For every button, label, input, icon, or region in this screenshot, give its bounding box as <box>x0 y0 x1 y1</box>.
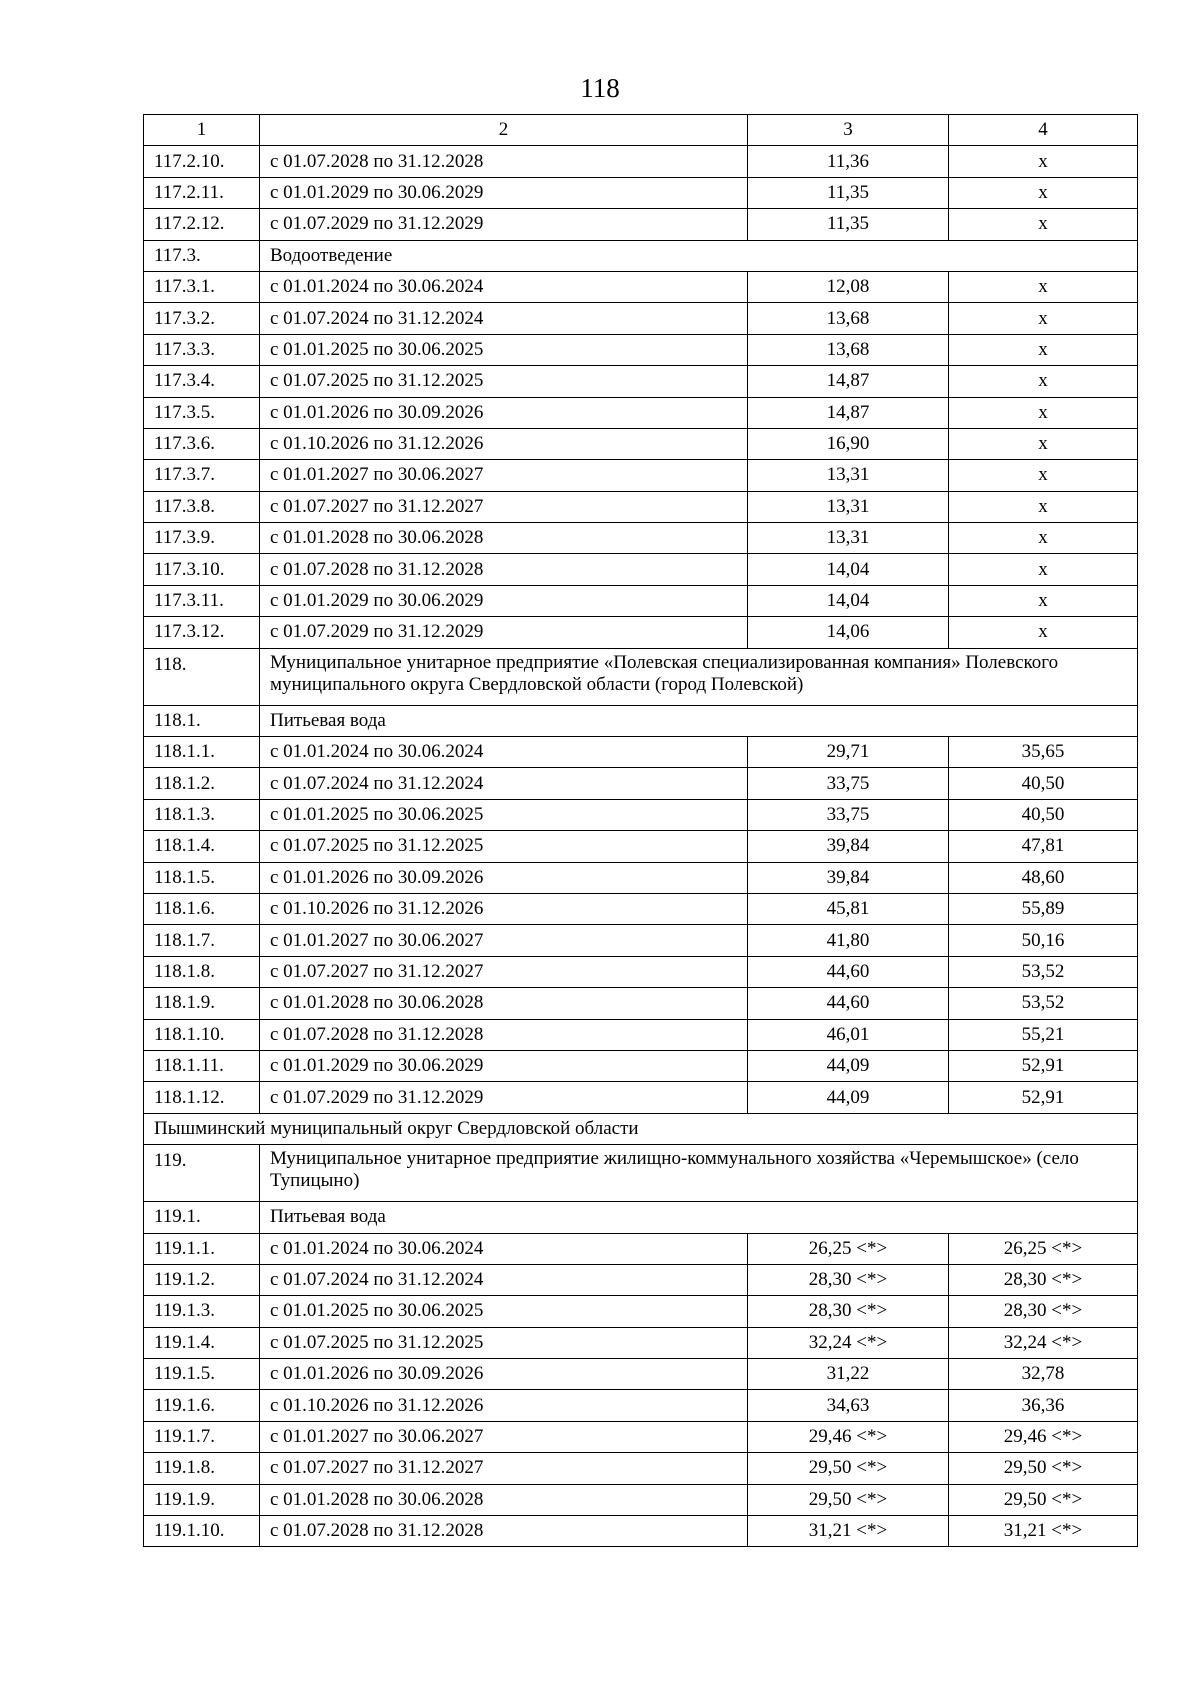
row-number: 119.1.6. <box>144 1390 260 1421</box>
row-period: с 01.07.2024 по 31.12.2024 <box>260 303 748 334</box>
row-number: 117.2.12. <box>144 209 260 240</box>
row-value-col4: 40,50 <box>949 799 1138 830</box>
row-number: 117.3.8. <box>144 491 260 522</box>
header-cell-2: 2 <box>260 115 748 146</box>
row-number: 119.1.2. <box>144 1264 260 1295</box>
row-period: с 01.07.2025 по 31.12.2025 <box>260 1327 748 1358</box>
row-period: с 01.01.2025 по 30.06.2025 <box>260 799 748 830</box>
row-value-col3: 11,35 <box>748 209 949 240</box>
row-number: 118.1.4. <box>144 831 260 862</box>
table-row <box>144 271 1138 302</box>
table-row <box>144 554 1138 585</box>
section-title: Питьевая вода <box>260 705 1138 736</box>
row-period: с 01.01.2024 по 30.06.2024 <box>260 737 748 768</box>
table-row <box>144 1082 1138 1113</box>
row-value-col4: х <box>949 460 1138 491</box>
row-value-col4: 29,46 <*> <box>949 1421 1138 1452</box>
row-value-col4: 28,30 <*> <box>949 1296 1138 1327</box>
row-value-col4: 32,24 <*> <box>949 1327 1138 1358</box>
row-period: с 01.01.2027 по 30.06.2027 <box>260 460 748 491</box>
table-row <box>144 1233 1138 1264</box>
row-value-col4: 52,91 <box>949 1050 1138 1081</box>
row-number: 118.1.3. <box>144 799 260 830</box>
row-number: 118.1.7. <box>144 925 260 956</box>
section-row <box>144 705 1138 736</box>
row-value-col4: х <box>949 334 1138 365</box>
row-value-col3: 13,31 <box>748 460 949 491</box>
row-period: с 01.07.2028 по 31.12.2028 <box>260 1019 748 1050</box>
row-number: 117.3.10. <box>144 554 260 585</box>
row-value-col4: х <box>949 397 1138 428</box>
row-period: с 01.01.2028 по 30.06.2028 <box>260 523 748 554</box>
row-value-col4: х <box>949 523 1138 554</box>
table-row <box>144 1390 1138 1421</box>
row-period: с 01.07.2027 по 31.12.2027 <box>260 956 748 987</box>
row-number: 119.1.9. <box>144 1484 260 1515</box>
row-period: с 01.01.2025 по 30.06.2025 <box>260 334 748 365</box>
row-value-col3: 14,04 <box>748 585 949 616</box>
organization-name: Муниципальное унитарное предприятие жилищно-коммунального хозяйства «Черемышское» (село Тупицыно) <box>260 1145 1138 1202</box>
row-value-col4: х <box>949 617 1138 648</box>
row-value-col3: 31,22 <box>748 1359 949 1390</box>
table-row <box>144 737 1138 768</box>
row-value-col3: 14,87 <box>748 397 949 428</box>
row-number: 117.2.10. <box>144 146 260 177</box>
header-cell-1: 1 <box>144 115 260 146</box>
row-value-col4: 29,50 <*> <box>949 1484 1138 1515</box>
row-period: с 01.01.2026 по 30.09.2026 <box>260 862 748 893</box>
row-value-col3: 13,31 <box>748 491 949 522</box>
row-value-col3: 11,36 <box>748 146 949 177</box>
row-value-col3: 28,30 <*> <box>748 1296 949 1327</box>
row-period: с 01.07.2025 по 31.12.2025 <box>260 366 748 397</box>
row-period: с 01.07.2025 по 31.12.2025 <box>260 831 748 862</box>
row-number: 117.3.12. <box>144 617 260 648</box>
row-value-col4: 32,78 <box>949 1359 1138 1390</box>
row-value-col3: 12,08 <box>748 271 949 302</box>
row-period: с 01.01.2029 по 30.06.2029 <box>260 1050 748 1081</box>
row-number: 119.1.1. <box>144 1233 260 1264</box>
row-value-col4: х <box>949 209 1138 240</box>
row-value-col3: 33,75 <box>748 799 949 830</box>
row-value-col4: 53,52 <box>949 988 1138 1019</box>
row-value-col4: 29,50 <*> <box>949 1453 1138 1484</box>
table-row <box>144 491 1138 522</box>
row-number: 119.1.8. <box>144 1453 260 1484</box>
row-value-col3: 39,84 <box>748 862 949 893</box>
row-number: 118.1.10. <box>144 1019 260 1050</box>
row-number: 117.3.7. <box>144 460 260 491</box>
row-value-col4: 47,81 <box>949 831 1138 862</box>
table-row <box>144 831 1138 862</box>
row-value-col3: 28,30 <*> <box>748 1264 949 1295</box>
table-row <box>144 366 1138 397</box>
row-value-col3: 14,06 <box>748 617 949 648</box>
row-period: с 01.01.2024 по 30.06.2024 <box>260 1233 748 1264</box>
tariff-table <box>143 114 1138 1547</box>
table-row <box>144 428 1138 459</box>
row-value-col3: 16,90 <box>748 428 949 459</box>
row-number: 118.1.6. <box>144 893 260 924</box>
header-cell-4: 4 <box>949 115 1138 146</box>
row-value-col3: 29,50 <*> <box>748 1484 949 1515</box>
table-row <box>144 1327 1138 1358</box>
row-value-col4: х <box>949 303 1138 334</box>
section-title: Водоотведение <box>260 240 1138 271</box>
table-row <box>144 617 1138 648</box>
page-number: 118 <box>580 73 620 103</box>
row-value-col4: 53,52 <box>949 956 1138 987</box>
row-value-col3: 11,35 <box>748 177 949 208</box>
row-period: с 01.07.2028 по 31.12.2028 <box>260 1516 748 1547</box>
row-period: с 01.01.2025 по 30.06.2025 <box>260 1296 748 1327</box>
row-value-col3: 13,31 <box>748 523 949 554</box>
row-number: 118.1.1. <box>144 737 260 768</box>
district-title: Пышминский муниципальный округ Свердловской области <box>144 1113 1138 1144</box>
table-row <box>144 862 1138 893</box>
row-period: с 01.01.2028 по 30.06.2028 <box>260 1484 748 1515</box>
section-title: Питьевая вода <box>260 1202 1138 1233</box>
row-value-col4: х <box>949 585 1138 616</box>
organization-name: Муниципальное унитарное предприятие «Полевская специализированная компания» Полевского муниципального округа Свердловской области (город Полевской) <box>260 648 1138 705</box>
row-period: с 01.07.2028 по 31.12.2028 <box>260 146 748 177</box>
table-row <box>144 1484 1138 1515</box>
table-row <box>144 209 1138 240</box>
organization-number: 118. <box>144 648 260 705</box>
row-period: с 01.07.2027 по 31.12.2027 <box>260 1453 748 1484</box>
row-period: с 01.01.2027 по 30.06.2027 <box>260 1421 748 1452</box>
table-row <box>144 146 1138 177</box>
row-number: 118.1.5. <box>144 862 260 893</box>
organization-number: 119. <box>144 1145 260 1202</box>
row-period: с 01.10.2026 по 31.12.2026 <box>260 893 748 924</box>
section-number: 119.1. <box>144 1202 260 1233</box>
row-value-col4: 50,16 <box>949 925 1138 956</box>
row-period: с 01.07.2027 по 31.12.2027 <box>260 491 748 522</box>
row-number: 117.3.4. <box>144 366 260 397</box>
row-value-col4: х <box>949 271 1138 302</box>
header-cell-3: 3 <box>748 115 949 146</box>
table-row <box>144 768 1138 799</box>
row-value-col4: х <box>949 491 1138 522</box>
table-row <box>144 956 1138 987</box>
row-period: с 01.01.2029 по 30.06.2029 <box>260 177 748 208</box>
table-row <box>144 925 1138 956</box>
table-row <box>144 1516 1138 1547</box>
row-value-col3: 31,21 <*> <box>748 1516 949 1547</box>
row-value-col3: 29,71 <box>748 737 949 768</box>
table-row <box>144 799 1138 830</box>
section-number: 117.3. <box>144 240 260 271</box>
row-value-col4: х <box>949 177 1138 208</box>
row-number: 118.1.11. <box>144 1050 260 1081</box>
row-value-col3: 14,87 <box>748 366 949 397</box>
table-row <box>144 1296 1138 1327</box>
row-value-col3: 44,60 <box>748 988 949 1019</box>
row-number: 117.2.11. <box>144 177 260 208</box>
row-value-col3: 34,63 <box>748 1390 949 1421</box>
table-row <box>144 523 1138 554</box>
row-value-col3: 29,50 <*> <box>748 1453 949 1484</box>
table-row <box>144 1050 1138 1081</box>
row-period: с 01.07.2024 по 31.12.2024 <box>260 768 748 799</box>
header-row <box>144 115 1138 146</box>
row-value-col4: 31,21 <*> <box>949 1516 1138 1547</box>
row-number: 117.3.9. <box>144 523 260 554</box>
row-value-col3: 29,46 <*> <box>748 1421 949 1452</box>
row-number: 117.3.6. <box>144 428 260 459</box>
district-row <box>144 1113 1138 1144</box>
section-row <box>144 1202 1138 1233</box>
row-period: с 01.01.2028 по 30.06.2028 <box>260 988 748 1019</box>
row-number: 119.1.5. <box>144 1359 260 1390</box>
table-row <box>144 585 1138 616</box>
row-number: 119.1.4. <box>144 1327 260 1358</box>
table-row <box>144 1453 1138 1484</box>
table-row <box>144 1359 1138 1390</box>
row-value-col3: 14,04 <box>748 554 949 585</box>
row-period: с 01.01.2026 по 30.09.2026 <box>260 397 748 428</box>
row-period: с 01.01.2027 по 30.06.2027 <box>260 925 748 956</box>
row-period: с 01.07.2028 по 31.12.2028 <box>260 554 748 585</box>
row-value-col3: 45,81 <box>748 893 949 924</box>
row-value-col4: х <box>949 428 1138 459</box>
table-row <box>144 303 1138 334</box>
row-number: 117.3.3. <box>144 334 260 365</box>
table-row <box>144 397 1138 428</box>
section-row <box>144 240 1138 271</box>
tariff-table-body <box>144 115 1138 1547</box>
row-number: 117.3.5. <box>144 397 260 428</box>
row-value-col4: 36,36 <box>949 1390 1138 1421</box>
row-value-col3: 44,09 <box>748 1050 949 1081</box>
table-row <box>144 893 1138 924</box>
row-value-col4: х <box>949 554 1138 585</box>
table-row <box>144 460 1138 491</box>
row-period: с 01.01.2024 по 30.06.2024 <box>260 271 748 302</box>
row-value-col3: 33,75 <box>748 768 949 799</box>
row-number: 119.1.7. <box>144 1421 260 1452</box>
row-number: 118.1.9. <box>144 988 260 1019</box>
row-number: 118.1.2. <box>144 768 260 799</box>
row-number: 118.1.8. <box>144 956 260 987</box>
row-period: с 01.01.2026 по 30.09.2026 <box>260 1359 748 1390</box>
row-value-col4: х <box>949 146 1138 177</box>
row-value-col4: 55,89 <box>949 893 1138 924</box>
row-value-col4: 26,25 <*> <box>949 1233 1138 1264</box>
row-value-col3: 46,01 <box>748 1019 949 1050</box>
row-value-col4: 35,65 <box>949 737 1138 768</box>
row-number: 117.3.1. <box>144 271 260 302</box>
table-row <box>144 177 1138 208</box>
row-value-col3: 44,09 <box>748 1082 949 1113</box>
row-value-col3: 13,68 <box>748 334 949 365</box>
row-period: с 01.07.2029 по 31.12.2029 <box>260 1082 748 1113</box>
row-period: с 01.01.2029 по 30.06.2029 <box>260 585 748 616</box>
table-row <box>144 1421 1138 1452</box>
row-number: 118.1.12. <box>144 1082 260 1113</box>
row-value-col4: 40,50 <box>949 768 1138 799</box>
row-value-col3: 41,80 <box>748 925 949 956</box>
row-value-col3: 39,84 <box>748 831 949 862</box>
row-value-col4: 28,30 <*> <box>949 1264 1138 1295</box>
organization-row <box>144 1145 1138 1202</box>
row-number: 119.1.3. <box>144 1296 260 1327</box>
table-row <box>144 1264 1138 1295</box>
row-period: с 01.10.2026 по 31.12.2026 <box>260 1390 748 1421</box>
organization-row <box>144 648 1138 705</box>
row-period: с 01.07.2029 по 31.12.2029 <box>260 209 748 240</box>
row-number: 117.3.11. <box>144 585 260 616</box>
row-period: с 01.07.2029 по 31.12.2029 <box>260 617 748 648</box>
row-value-col3: 32,24 <*> <box>748 1327 949 1358</box>
row-value-col4: 48,60 <box>949 862 1138 893</box>
section-number: 118.1. <box>144 705 260 736</box>
table-row <box>144 334 1138 365</box>
row-value-col3: 26,25 <*> <box>748 1233 949 1264</box>
table-row <box>144 988 1138 1019</box>
table-row <box>144 1019 1138 1050</box>
row-value-col3: 13,68 <box>748 303 949 334</box>
row-number: 119.1.10. <box>144 1516 260 1547</box>
row-period: с 01.10.2026 по 31.12.2026 <box>260 428 748 459</box>
row-value-col4: 52,91 <box>949 1082 1138 1113</box>
row-value-col3: 44,60 <box>748 956 949 987</box>
row-value-col4: 55,21 <box>949 1019 1138 1050</box>
row-period: с 01.07.2024 по 31.12.2024 <box>260 1264 748 1295</box>
row-number: 117.3.2. <box>144 303 260 334</box>
row-value-col4: х <box>949 366 1138 397</box>
